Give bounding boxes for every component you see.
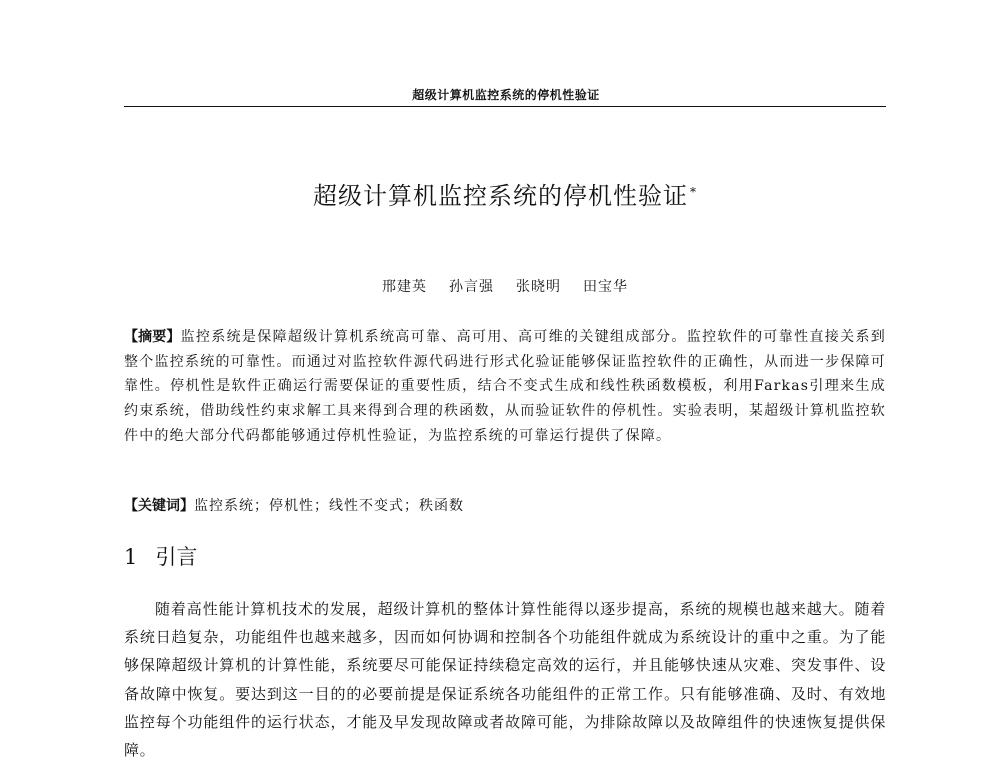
author-list: [124, 276, 886, 296]
abstract-text: 监控系统是保障超级计算机系统高可靠、高可用、高可维的关键组成部分。监控软件的可靠性直接关系到整个监控系统的可靠性。而通过对监控软件源代码进行形式化验证能够保证监控软件的正确性，从而进一步保障可靠性。停机性是软件正确运行需要保证的重要性质，结合不变式生成和线性秩函数模板，利用Farkas引理来生成约束系统，借助线性约束求解工具来得到合理的秩函数，从而验证软件的停机性。实验表明，某超级计算机监控软件中的绝大部分代码都能够通过停机性验证，为监控系统的可靠运行提供了保障。: [124, 329, 887, 444]
section-number: 1: [124, 545, 138, 569]
abstract-label: 【摘要】: [124, 329, 181, 345]
author-name: 邢建英: [382, 279, 427, 295]
keywords: [124, 494, 886, 518]
section-heading: [124, 540, 886, 574]
title-footnote-mark: *: [690, 185, 697, 199]
section-title: 引言: [155, 545, 198, 569]
paper-title-text: 超级计算机监控系统的停机性验证: [313, 182, 688, 210]
running-header: 超级计算机监控系统的停机性验证: [412, 88, 600, 102]
keywords-text: 监控系统；停机性；线性不变式；秩函数: [194, 498, 464, 514]
author-name: 张晓明: [516, 279, 561, 295]
author-name: 孙言强: [449, 279, 494, 295]
paper-title: [124, 176, 886, 216]
intro-paragraph: 随着高性能计算机技术的发展，超级计算机的整体计算性能得以逐步提高，系统的规模也越来越大。随着系统日趋复杂，功能组件也越来越多，因而如何协调和控制各个功能组件就成为系统设计的重中之重。为了能够保障超级计算机的计算性能，系统要尽可能保证持续稳定高效的运行，并且能够快速从灾难、突发事件、设备故障中恢复。要达到这一目的的必要前提是保证系统各功能组件的正常工作。只有能够准确、及时、有效地监控每个功能组件的运行状态，才能及早发现故障或者故障可能，为排除故障以及故障组件的快速恢复提供保障。: [124, 600, 886, 760]
header-rule: [124, 106, 886, 107]
abstract: [124, 325, 886, 449]
keywords-label: 【关键词】: [124, 498, 194, 514]
author-name: 田宝华: [583, 279, 628, 295]
